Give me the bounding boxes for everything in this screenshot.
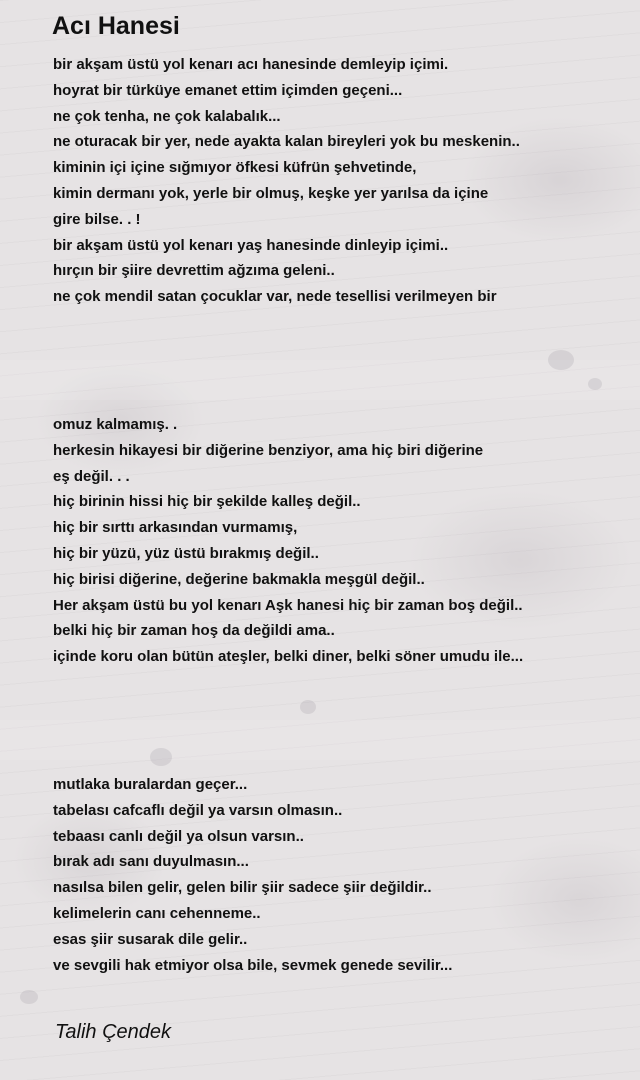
poem-line: omuz kalmamış. . — [53, 416, 178, 433]
poem-line: ne çok tenha, ne çok kalabalık... — [53, 107, 281, 125]
poem-line: bir akşam üstü yol kenarı yaş hanesinde dinleyip içimi.. — [53, 236, 449, 254]
poem-line: ne çok mendil satan çocuklar var, nede tesellisi verilmeyen bir — [53, 288, 497, 306]
ink-blot-decoration — [588, 378, 602, 390]
poem-line: kelimelerin canı cehenneme.. — [53, 904, 261, 922]
poem-line: ne oturacak bir yer, nede ayakta kalan bireyleri yok bu meskenin.. — [53, 133, 520, 151]
background-band — [0, 360, 640, 400]
poem-line: hiç bir yüzü, yüz üstü bırakmış değil.. — [53, 544, 319, 562]
ink-blot-decoration — [300, 700, 316, 714]
poem-title: Acı Hanesi — [52, 12, 180, 40]
poem-line: eş değil. . . — [53, 467, 130, 485]
poem-line: tabelası cafcaflı değil ya varsın olmasın.. — [53, 801, 343, 819]
background-band — [0, 720, 640, 760]
poem-line: kimin dermanı yok, yerle bir olmuş, keşke yer yarılsa da içine — [53, 184, 489, 202]
poem-line: kiminin içi içine sığmıyor öfkesi küfrün şehvetinde, — [53, 159, 417, 177]
poem-line: belki hiç bir zaman hoş da değildi ama.. — [53, 622, 335, 640]
poem-line: esas şiir susarak dile gelir.. — [53, 930, 248, 948]
poem-line: hoyrat bir türküye emanet ettim içimden geçeni... — [53, 81, 403, 99]
poem-line: herkesin hikayesi bir diğerine benziyor, ama hiç biri diğerine — [53, 441, 484, 459]
poem-line: mutlaka buralardan geçer... — [53, 776, 248, 793]
poem-line: içinde koru olan bütün ateşler, belki diner, belki söner umudu ile... — [53, 648, 524, 666]
poem-line: tebaası canlı değil ya olsun varsın.. — [53, 827, 304, 845]
stanza-2 — [53, 412, 613, 670]
ink-blot-decoration — [548, 350, 574, 370]
poem-line: hiç birisi diğerine, değerine bakmakla meşgül değil.. — [53, 570, 425, 588]
ink-blot-decoration — [150, 748, 172, 766]
poem-author: Talih Çendek — [55, 1021, 172, 1043]
poem-line: nasılsa bilen gelir, gelen bilir şiir sadece şiir değildir.. — [53, 879, 432, 897]
poem-line: bırak adı sanı duyulmasın... — [53, 853, 249, 871]
poem-line: hırçın bir şiire devrettim ağzıma geleni.. — [53, 262, 335, 280]
poem-line: ve sevgili hak etmiyor olsa bile, sevmek genede sevilir... — [53, 956, 453, 974]
poem-line: bir akşam üstü yol kenarı acı hanesinde demleyip içimi. — [53, 56, 449, 73]
stanza-3 — [53, 772, 613, 978]
poem-line: Her akşam üstü bu yol kenarı Aşk hanesi hiç bir zaman boş değil.. — [53, 596, 523, 614]
ink-blot-decoration — [20, 990, 38, 1004]
poem-line: gire bilse. . ! — [53, 210, 141, 228]
poem-line: hiç birinin hissi hiç bir şekilde kalleş değil.. — [53, 493, 361, 511]
stanza-1 — [53, 52, 613, 310]
poem-line: hiç bir sırttı arkasından vurmamış, — [53, 519, 298, 537]
